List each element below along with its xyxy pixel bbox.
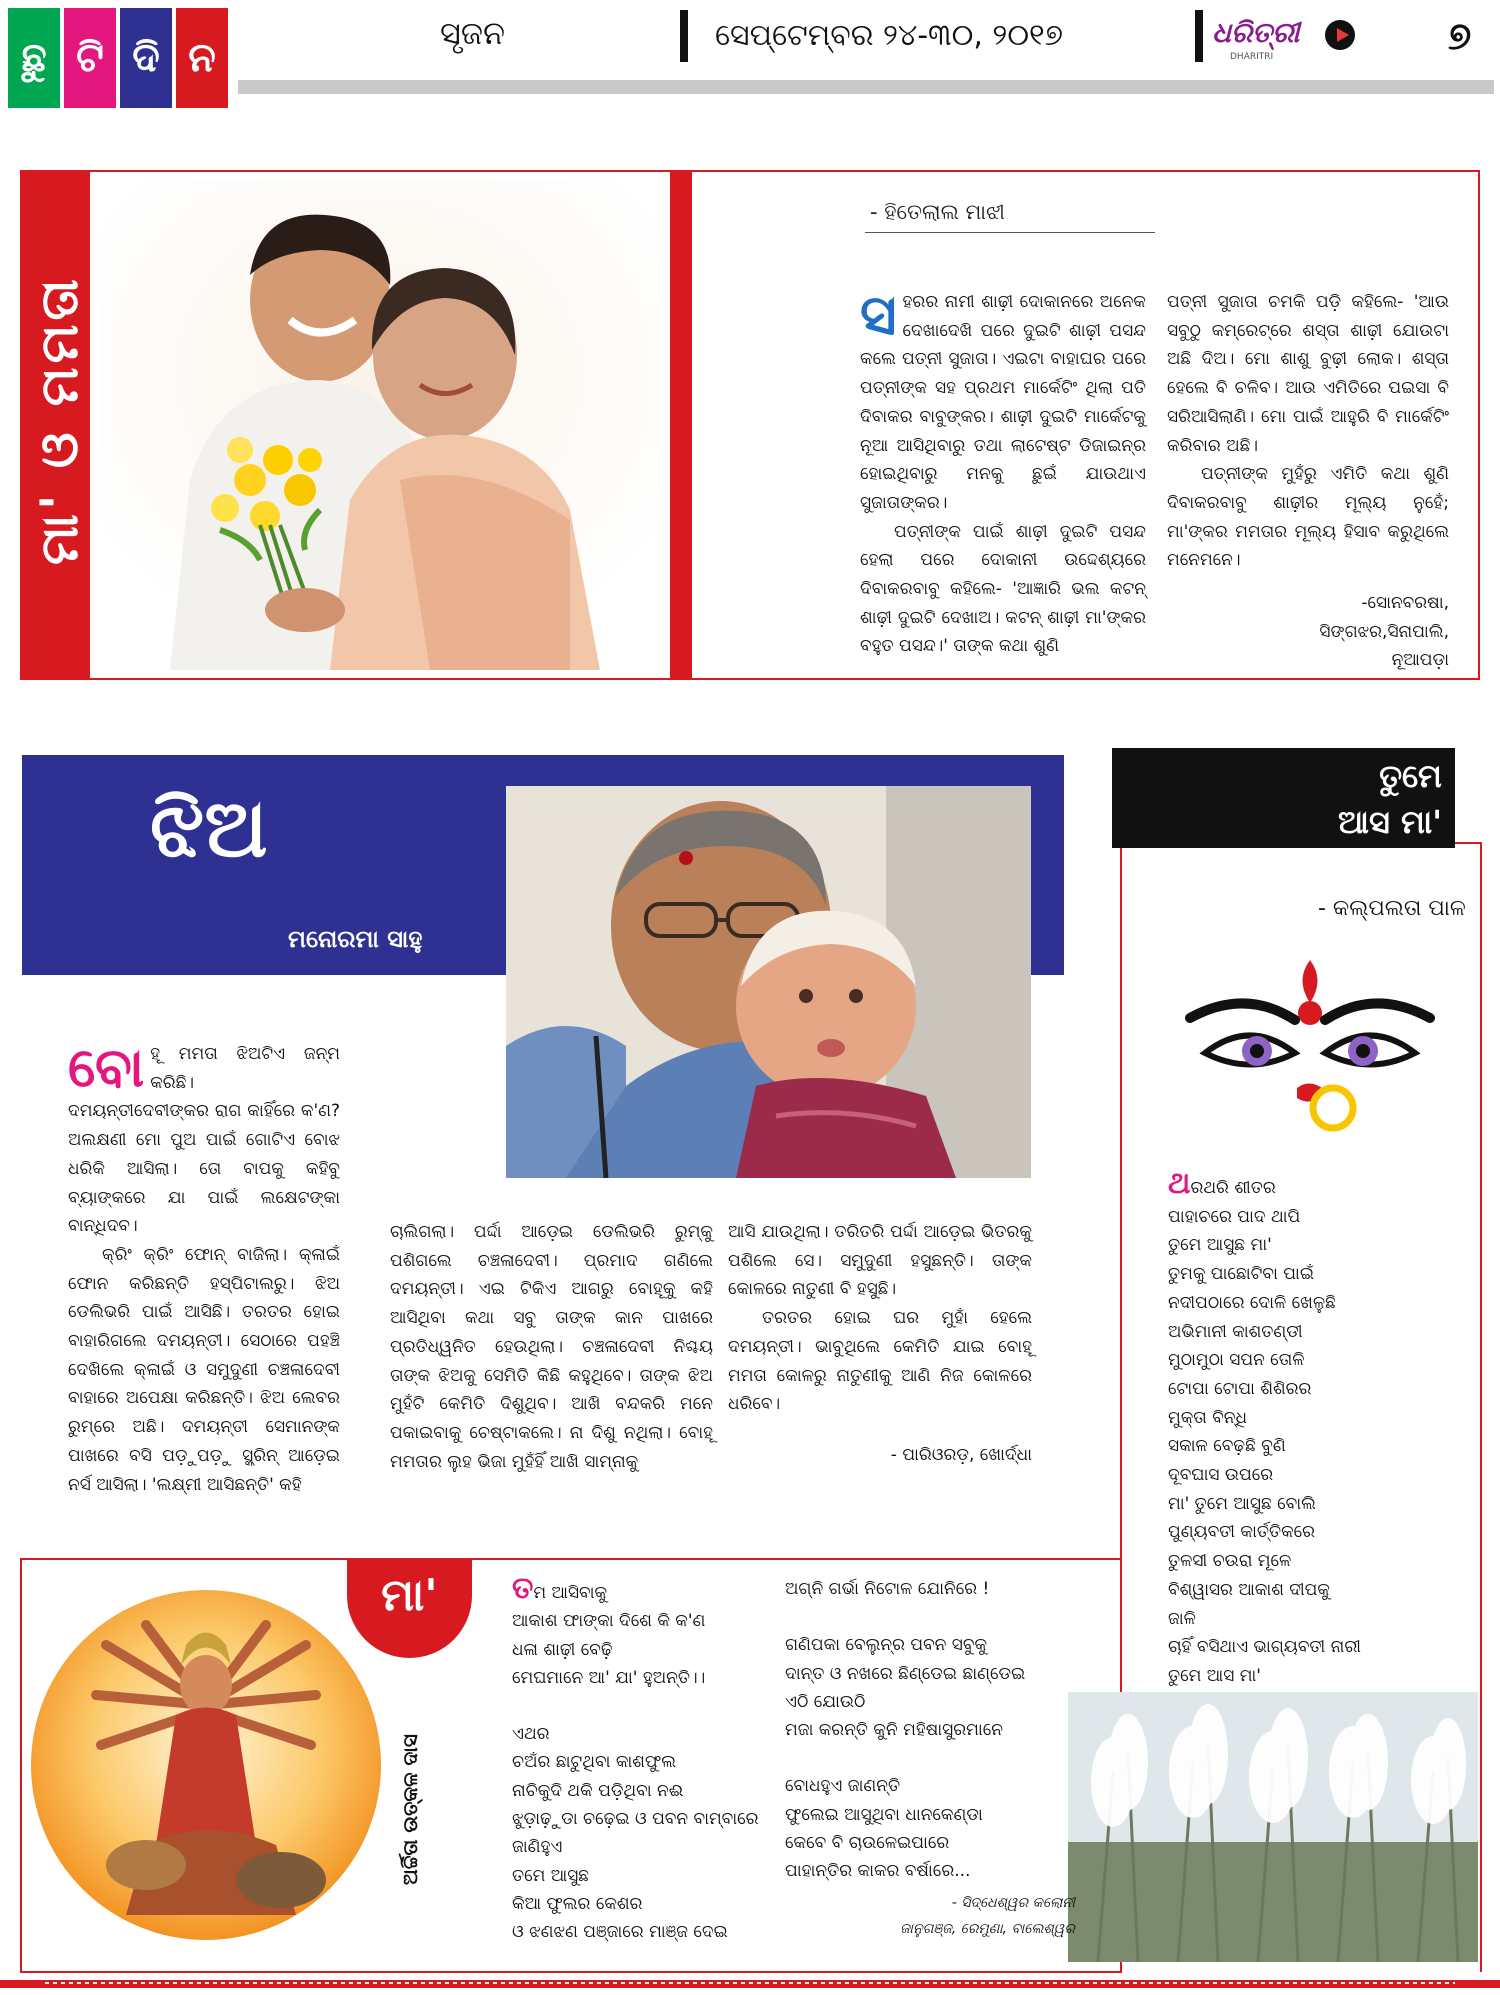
story1-signature <box>1167 589 1449 675</box>
poem-bottom-title: ମା' <box>381 1570 438 1621</box>
drop-cap: ତ <box>512 1571 534 1606</box>
paragraph: ତରତର ହୋଇ ଘର ମୁହାଁ ହେଲେ ଦମୟନ୍ତୀ। ଭାବୁଥିଲେ କେମିତି ଯାଇ ବୋହୂ ମମତା କୋଳରୁ ନାତୁଣୀକୁ ଆଣି ନିଜ କୋଳରେ ଧରିବେ। <box>728 1308 1032 1415</box>
poem-line: ପାହାଚରେ ପାଦ ଥାପି <box>1168 1206 1301 1227</box>
page-number: ୭ <box>1448 14 1472 58</box>
header-divider <box>1195 10 1203 62</box>
drop-cap: ଥ <box>1168 1166 1191 1201</box>
masthead-letter: ଛୁ <box>8 8 60 108</box>
masthead-letter: ନ <box>176 8 228 108</box>
poem-line <box>512 1571 767 1607</box>
poem-right-body <box>1168 1166 1468 1748</box>
author-rule <box>865 232 1155 233</box>
issue-date: ସେପ୍ଟେମ୍ବର ୨୪-୩୦, ୨୦୧୭ <box>715 18 1064 53</box>
brand-logo: ଧରିତ୍ରୀ <box>1212 16 1300 49</box>
poem-line: ଟୋପା ଟୋପା ଶିଶିରର <box>1168 1378 1312 1399</box>
poem-line: କେବେ ବି ଚାଉଳେଇପାରେ <box>785 1833 950 1854</box>
signature-line: ଜାନୁଗଞ୍ଜ, ରେମୁଣା, ବାଲେଶ୍ୱର <box>900 1920 1075 1937</box>
story1-author: - ହିତେଲାଲ ମାଝୀ <box>870 200 1005 224</box>
paragraph: ହୂ ମମତା ଝିଅଟିଏ ଜନ୍ମ କରିଛି। ଦମୟନ୍ତୀଦେବୀଙ୍କର ରାଗ କାହିଁରେ କ'ଣ? ଅଲକ୍ଷଣୀ ମୋ ପୁଅ ପାଇଁ ଗୋଟିଏ ବୋଝ ଧରିକି ଆସିଲା। ତୋ ବାପକୁ କହିବୁ ବ୍ୟାଙ୍କରେ ଯା ପାଇଁ ଲକ୍ଷେଟଙ୍କା ବାନ୍ଧିଦବ। <box>68 1044 340 1237</box>
poem-line: ଝୁଡ଼ାଢ଼ୁଡା ଚଢ଼େଇ ଓ ପବନ ବାମ୍ବାରେ <box>512 1809 759 1830</box>
title-line: ଆସ ମା' <box>1337 803 1442 841</box>
poem-line: ନାଚିକୁଦି ଥକି ପଡ଼ିଥିବା ନଈ <box>512 1780 684 1801</box>
brand-subtitle: DHARITRI <box>1230 52 1274 62</box>
signature-line: -ସୋନବରଷା, <box>1361 593 1449 614</box>
poem-line: ଦୂବଘାସ ଉପରେ <box>1168 1465 1274 1486</box>
signature-line: ନୂଆପଡ଼ା <box>1391 650 1449 671</box>
story2-title: ଝିଅ <box>150 782 268 875</box>
poem-line: ନଦୀପଠାରେ ଦୋଳି ଖେଳୁଛି <box>1168 1292 1336 1313</box>
section-name: ସୃଜନ <box>440 14 506 52</box>
story1-column-2 <box>1167 288 1449 675</box>
paragraph: ପତ୍ନୀଙ୍କ ପାଇଁ ଶାଢ଼ୀ ଦୁଇଟି ପସନ୍ଦ ହେଲା ପରେ ଦୋକାନୀ ଉଦ୍ଦେଶ୍ୟରେ ଦିବାକରବାବୁ କହିଲେ- 'ଆଜ୍ଞାରି ଭଲ କଟନ୍ ଶାଢ଼ୀ ଦୁଇଟି ଦେଖାଅ। କଟନ୍ ଶାଢ଼ୀ ମା'ଙ୍କର ବହୁତ ପସନ୍ଦ।' ତାଙ୍କ କଥା ଶୁଣି <box>860 521 1146 657</box>
story1-title: ମା' ଓ ମମତା <box>30 275 90 565</box>
masthead-letter: ଦି <box>120 8 172 108</box>
poem-right-title <box>1112 748 1442 845</box>
poem-line: ଗଣିପକା ବେଲୁନ୍ର ପବନ ସବୁକୁ <box>785 1635 988 1656</box>
poem-line: ବିଶ୍ୱାସର ଆକାଶ ଦୀପକୁ <box>1168 1579 1330 1600</box>
story2-author: ମନୋରମା ସାହୁ <box>288 925 423 953</box>
paragraph: କ୍ରିଂ କ୍ରିଂ ଫୋନ୍ ବାଜିଲା। କ୍ଳାଇଁ ଫୋନ କରିଛନ୍ତି ହସ୍ପିଟାଲରୁ। ଝିଅ ଡେଲିଭରି ପାଇଁ ଆସିଛି। ତରତର ହୋଇ ବାହାରିଗଲେ ଦମୟନ୍ତୀ। ସେଠାରେ ପହଞ୍ଚି ଦେଖିଲେ କ୍ଳାଇଁ ଓ ସମୁଦୁଣୀ ଚଞ୍ଚଳାଦେବୀ ବାହାରେ ଅପେକ୍ଷା କରିଛନ୍ତି। ଝିଅ ଲେବର ରୁମ୍ରେ ଅଛି। ଦମୟନ୍ତୀ ସେମାନଙ୍କ ପାଖରେ ବସି ପଡ଼ୁପଡ଼ୁ ସ୍କ୍ରିନ୍ ଆଡ଼େଇ ନର୍ସ ଆସିଲା। 'ଲକ୍ଷ୍ମୀ ଆସିଛନ୍ତି' କହି <box>68 1244 340 1495</box>
drop-cap: ସ <box>860 283 897 348</box>
story1-column-1 <box>860 283 1146 661</box>
poem-line: କିଆ ଫୁଲର କେଶର <box>512 1893 643 1914</box>
poem-line: ପୁଣ୍ୟବତୀ କାର୍ତ୍ତିକରେ <box>1168 1522 1316 1543</box>
kash-grass-photo <box>1068 1692 1478 1962</box>
poem-line: ଫୁଲେଇ ଆସୁଥିବା ଧାନକେଣ୍ଡା <box>785 1804 983 1825</box>
paragraph: ହରର ନାମୀ ଶାଢ଼ୀ ଦୋକାନରେ ଅନେକ ଦେଖାଦେଖି ପରେ ଦୁଇଟି ଶାଢ଼ୀ ପସନ୍ଦ କଲେ ପତ୍ନୀ ସୁଜାତା। ଏଇଟା ବାହାଘର ପରେ ପତ୍ନୀଙ୍କ ସହ ପ୍ରଥମ ମାର୍କେଟିଂ ଥିଲା ପତି ଦିବାକର ବାବୁଙ୍କର। ଶାଢ଼ୀ ଦୁଇଟି ମାର୍କେଟକୁ ନୂଆ ଆସିଥିବାରୁ ତଥା ଲାଟେଷ୍ଟ ଡିଜାଇନ୍ର ହୋଇଥିବାରୁ ମନକୁ ଛୁଇଁ ଯାଉଥାଏ ସୁଜାତାଙ୍କର। <box>860 292 1146 513</box>
poem-bottom-column-1 <box>512 1571 767 1947</box>
poem-bottom-signature <box>785 1890 1075 1942</box>
title-line: ତୁମେ <box>1379 757 1442 795</box>
header-divider <box>680 10 688 62</box>
story2-signature: - ପାରିଓରଡ଼, ଖୋର୍ଦ୍ଧା <box>890 1444 1032 1465</box>
poem-line: ଆକାଶ ଫାଙ୍କା ଦିଶେ କି କ'ଣ <box>512 1611 706 1632</box>
poem-line: ଦାନ୍ତ ଓ ନଖରେ ଛିଣ୍ଡେଇ ଛାଣ୍ଡେଇ <box>785 1663 1026 1684</box>
story2-column-2 <box>390 1218 713 1476</box>
poem-line: ତୁମକୁ ପାଛୋଟିବା ପାଇଁ <box>1168 1264 1314 1285</box>
header-rule <box>238 80 1494 94</box>
poem-line: ଏଥର <box>512 1724 550 1745</box>
paragraph: ପତ୍ନୀ ସୁଜାତା ଚମକି ପଡ଼ି କହିଲେ- 'ଆଉ ସବୁଠୁ କମ୍ରେଟ୍ରେ ଶସ୍ତା ଶାଢ଼ୀ ଯୋଉଟା ଅଛି ଦିଅ। ମୋ ଶାଶୁ ବୁଢ଼ୀ ଲୋକ। ଶସ୍ତା ହେଲେ ବି ଚଳିବ। ଆଉ ଏମିତିରେ ପଇସା ବି ସରିଆସିଲାଣି। ମୋ ପାଇଁ ଆହୁରି ବି ମାର୍କେଟିଂ କରିବାର ଅଛି। <box>1167 292 1449 456</box>
paragraph: ଆସି ଯାଉଥିଲା। ତରିତରି ପର୍ଦ୍ଦା ଆଡ଼େଇ ଭିତରକୁ ପଶିଲେ ସେ। ସମୁଦୁଣୀ ହସୁଛନ୍ତି। ତାଙ୍କ କୋଳରେ ନାତୁଣୀ ବି ହସୁଛି। <box>728 1222 1032 1300</box>
poem-line: ମୁଠାମୁଠା ସପନ ତୋଳି <box>1168 1350 1305 1371</box>
story1-divider <box>670 170 692 680</box>
poem-bottom-column-2 <box>785 1575 1075 1942</box>
masthead <box>8 8 238 108</box>
poem-line: ବୋଧହୁଏ ଜାଣନ୍ତି <box>785 1776 901 1797</box>
grandmother-baby-photo <box>506 786 1031 1178</box>
masthead-letter: ଟି <box>64 8 116 108</box>
poem-line: ତୁମେ ଆସ ମା' <box>1168 1665 1261 1686</box>
poem-line: ଚଅଁର ଛାଟୁଥିବା କାଶଫୁଲ <box>512 1752 677 1773</box>
poem-line: ତମେ ଆସୁଛ <box>512 1865 590 1886</box>
signature-line: ସିଙ୍ଗଝର,ସିନାପାଲି, <box>1319 621 1449 642</box>
poem-line: ଅଗ୍ନି ଗର୍ଭା ନିଟୋଳ ଯୋନିରେ ! <box>785 1579 990 1599</box>
poem-line: ମା' ତୁମେ ଆସୁଛ ବୋଲି <box>1168 1493 1316 1514</box>
poem-line: ଏଠି ଯୋଉଠି <box>785 1691 866 1712</box>
poem-line <box>1168 1166 1468 1203</box>
poem-right-author: - କଲ୍ପଲତା ପାଳ <box>1318 896 1466 921</box>
play-triangle-icon <box>1337 28 1349 42</box>
story2-column-1 <box>68 1036 340 1499</box>
paragraph: ପତ୍ନୀଙ୍କ ମୁହଁରୁ ଏମିତି କଥା ଶୁଣି ଦିବାକରବାବୁ ଶାଢ଼ୀର ମୂଲ୍ୟ ନୁହେଁ; ମା'ଙ୍କର ମମତାର ମୂଲ୍ୟ ହିସାବ କରୁଥିଲେ ମନେମନେ। <box>1167 464 1449 571</box>
poem-bottom-author: ଅର୍ଚ୍ଚିତା ଉତ୍କଳ ଦାସ <box>398 1734 422 1886</box>
signature-line: - ସିଦ୍ଧେଶ୍ୱର କଲୋନୀ <box>951 1894 1075 1911</box>
mother-son-photo <box>100 180 660 670</box>
durga-idol-illustration <box>26 1585 386 1945</box>
poem-text: ରଥରି ଶୀତର <box>1190 1178 1276 1198</box>
poem-line: ସକାଳ ବେଢ଼ଛି ବୁଣି <box>1168 1436 1286 1457</box>
poem-line: ପାହାନ୍ତିର କାକର ବର୍ଷାରେ... <box>785 1861 971 1882</box>
footer-dashes <box>45 1982 1455 1984</box>
poem-line: ଜାଣିହୁଏ <box>512 1837 563 1858</box>
poem-line: ମେଘମାନେ ଆ' ଯା' ହୁଅନ୍ତି।। <box>512 1667 706 1688</box>
poem-line: ମୁକ୍ତା ବିନ୍ଧି <box>1168 1407 1248 1428</box>
poem-text: ମ ଆସିବାକୁ <box>533 1583 608 1603</box>
poem-line: ଜାଳି <box>1168 1608 1196 1629</box>
poem-line: ଓ ଝଣଝଣ ପଞ୍ଜାରେ ମାଞ୍ଜ ଦେଇ <box>512 1922 728 1943</box>
paragraph: ଚାଲିଗଲା। ପର୍ଦ୍ଦା ଆଡ଼େଇ ଡେଲିଭରି ରୁମ୍କୁ ପଶିଗଲେ ଚଞ୍ଚଳାଦେବୀ। ପ୍ରମାଦ ଗଣିଲେ ଦମୟନ୍ତୀ। ଏଇ ଟିକିଏ ଆଗରୁ ବୋହୂକୁ କହି ଆସିଥିବା କଥା ସବୁ ତାଙ୍କ କାନ ପାଖରେ ପ୍ରତିଧ୍ୱନିତ ହେଉଥିଲା। ଚଞ୍ଚଳାଦେବୀ ନିଶ୍ଚୟ ତାଙ୍କ ଝିଅକୁ ସେମିତି କିଛି କହୁଥିବେ। ତାଙ୍କ ଝିଅ ମୁହଁଟି କେମିତି ଦିଶୁଥିବ। ଆଖି ବନ୍ଦକରି ମନେ ପକାଇବାକୁ ଚେଷ୍ଟାକଲେ। ନା ଦିଶୁ ନଥିଲା। ବୋହୂ ମମତାର ଲୁହ ଭିଜା ମୁହଁହିଁ ଆଖି ସାମ୍ନାକୁ <box>390 1222 713 1472</box>
poem-line: ଧଳା ଶାଢ଼ୀ ବେଢ଼ି <box>512 1639 613 1660</box>
poem-line: ଅଭିମାନୀ କାଶତଣ୍ଡୀ <box>1168 1321 1303 1342</box>
poem-line: ତୁଳସୀ ଚଉରା ମୂଳେ <box>1168 1551 1292 1572</box>
poem-line: ତୁମେ ଆସୁଛ ମା' <box>1168 1235 1272 1256</box>
poem-line: ଚାହିଁ ବସିଥାଏ ଭାଗ୍ୟବତୀ ନାରୀ <box>1168 1637 1361 1658</box>
durga-eyes-illustration <box>1185 958 1435 1138</box>
drop-cap: ବୋ <box>68 1036 145 1099</box>
poem-line: ମଜା କରନ୍ତି କୁନି ମହିଷାସୁରମାନେ <box>785 1720 1003 1741</box>
story2-column-3 <box>728 1218 1032 1470</box>
